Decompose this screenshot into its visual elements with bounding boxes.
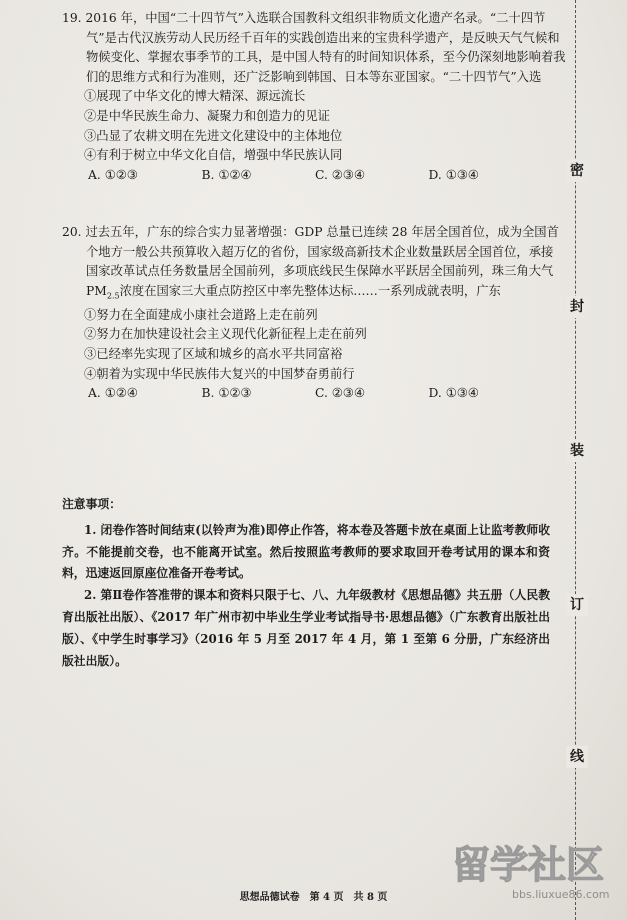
q20-choice-a: A. ①②④ (88, 386, 138, 401)
watermark (452, 842, 622, 902)
seal-char-zhuang: 装 (566, 440, 588, 462)
q19-line-4: 们的思维方式和行为准则，还广泛影响到韩国、日本等东亚国家。“二十四节气”入选 (86, 69, 542, 84)
notes-heading: 注意事项： (62, 497, 121, 511)
q20-option-3: ③已经率先实现了区域和城乡的高水平共同富裕 (84, 347, 343, 362)
page-footer: 思想品德试卷 第 4 页 共 8 页 (239, 892, 388, 903)
q20-line-2: 个地方一般公共预算收入超万亿的省份，国家级高新技术企业数量跃居全国首位，承接 (86, 244, 554, 259)
watermark-brand: 留学社区 (452, 843, 605, 887)
watermark-url: bbs.liuxue86.com (512, 888, 610, 901)
q20-choice-c: C. ②③④ (315, 386, 365, 401)
question-20 (62, 223, 559, 404)
q19-choice-b: B. ①②④ (201, 167, 252, 182)
seal-char-xian: 线 (566, 746, 588, 768)
q19-line-1: 19. 2016 年，中国“二十四节气”入选联合国教科文组织非物质文化遗产名录。“二十四节 (62, 11, 546, 25)
seal-char-feng: 封 (566, 296, 588, 318)
q20-option-2: ②努力在加快建设社会主义现代化新征程上走在前列 (84, 327, 367, 342)
q19-option-3: ③凸显了农耕文明在先进文化建设中的主体地位 (84, 128, 343, 143)
question-19 (62, 9, 566, 185)
q20-line-1: 20. 过去五年，广东的综合实力显著增强：GDP 总量已连续 28 年居全国首位，成为全国首 (62, 225, 559, 239)
q19-line-2: 气”是古代汉族劳动人民历经千百年的实践创造出来的宝贵科学遗产，是反映天气气候和 (86, 30, 560, 45)
q19-choice-a: A. ①②③ (88, 167, 138, 182)
q19-option-1: ①展现了中华文化的博大精深、源远流长 (84, 89, 306, 104)
q19-option-4: ④有利于树立中华文化自信，增强中华民族认同 (84, 148, 343, 163)
q20-line-4-text: 浓度在国家三大重点防控区中率先整体达标……一系列成就表明，广东 (119, 283, 501, 298)
q20-option-4: ④朝着为实现中华民族伟大复兴的中国梦奋勇前行 (84, 366, 355, 381)
q20-option-1: ①努力在全面建成小康社会道路上走在前列 (84, 307, 318, 322)
seal-char-mi: 密 (566, 160, 588, 182)
notes-paragraph-1: 1. 闭卷作答时间结束(以铃声为准)即停止作答，将本卷及答题卡放在桌面上让监考教师收齐。不能提前交卷，也不能离开试室。然后按照监考教师的要求取回开卷考试用的课本和资料，迅速返回原座位准备开卷考试。 (62, 522, 550, 581)
q19-choices (62, 166, 542, 186)
q19-line-3: 物候变化、掌握农事季节的工具，是中国人特有的时间知识体系，至今仍深刻地影响着我 (86, 50, 566, 65)
exam-notes (62, 494, 550, 672)
q19-choice-c: C. ②③④ (315, 167, 365, 182)
seal-char-ding: 订 (566, 594, 588, 616)
q20-choice-b: B. ①②③ (201, 386, 252, 401)
q20-line-3: 国家改革试点任务数量居全国前列，多项底线民生保障水平跃居全国前列，珠三角大气 (86, 264, 554, 279)
pm-label: PM (86, 283, 107, 298)
q20-line-4 (62, 282, 542, 306)
pm-subscript: 2.5 (106, 291, 120, 301)
notes-paragraph-2: 2. 第Ⅱ卷作答准带的课本和资料只限于七、八、九年级教材《思想品德》共五册（人民教育出版社出版）、《2017 年广州市初中毕业生学业考试指导书·思想品德》（广东教育出版社出版）、《中学生时事学习》（2016 年 5 月至 2017 年 4 月，第 1 至第 6 分册，广东经济出版社出版）。 (62, 588, 550, 668)
q19-choice-d: D. ①③④ (428, 167, 479, 182)
q19-option-2: ②是中华民族生命力、凝聚力和创造力的见证 (84, 108, 330, 123)
q20-choices (62, 384, 542, 404)
q20-choice-d: D. ①③④ (428, 386, 479, 401)
